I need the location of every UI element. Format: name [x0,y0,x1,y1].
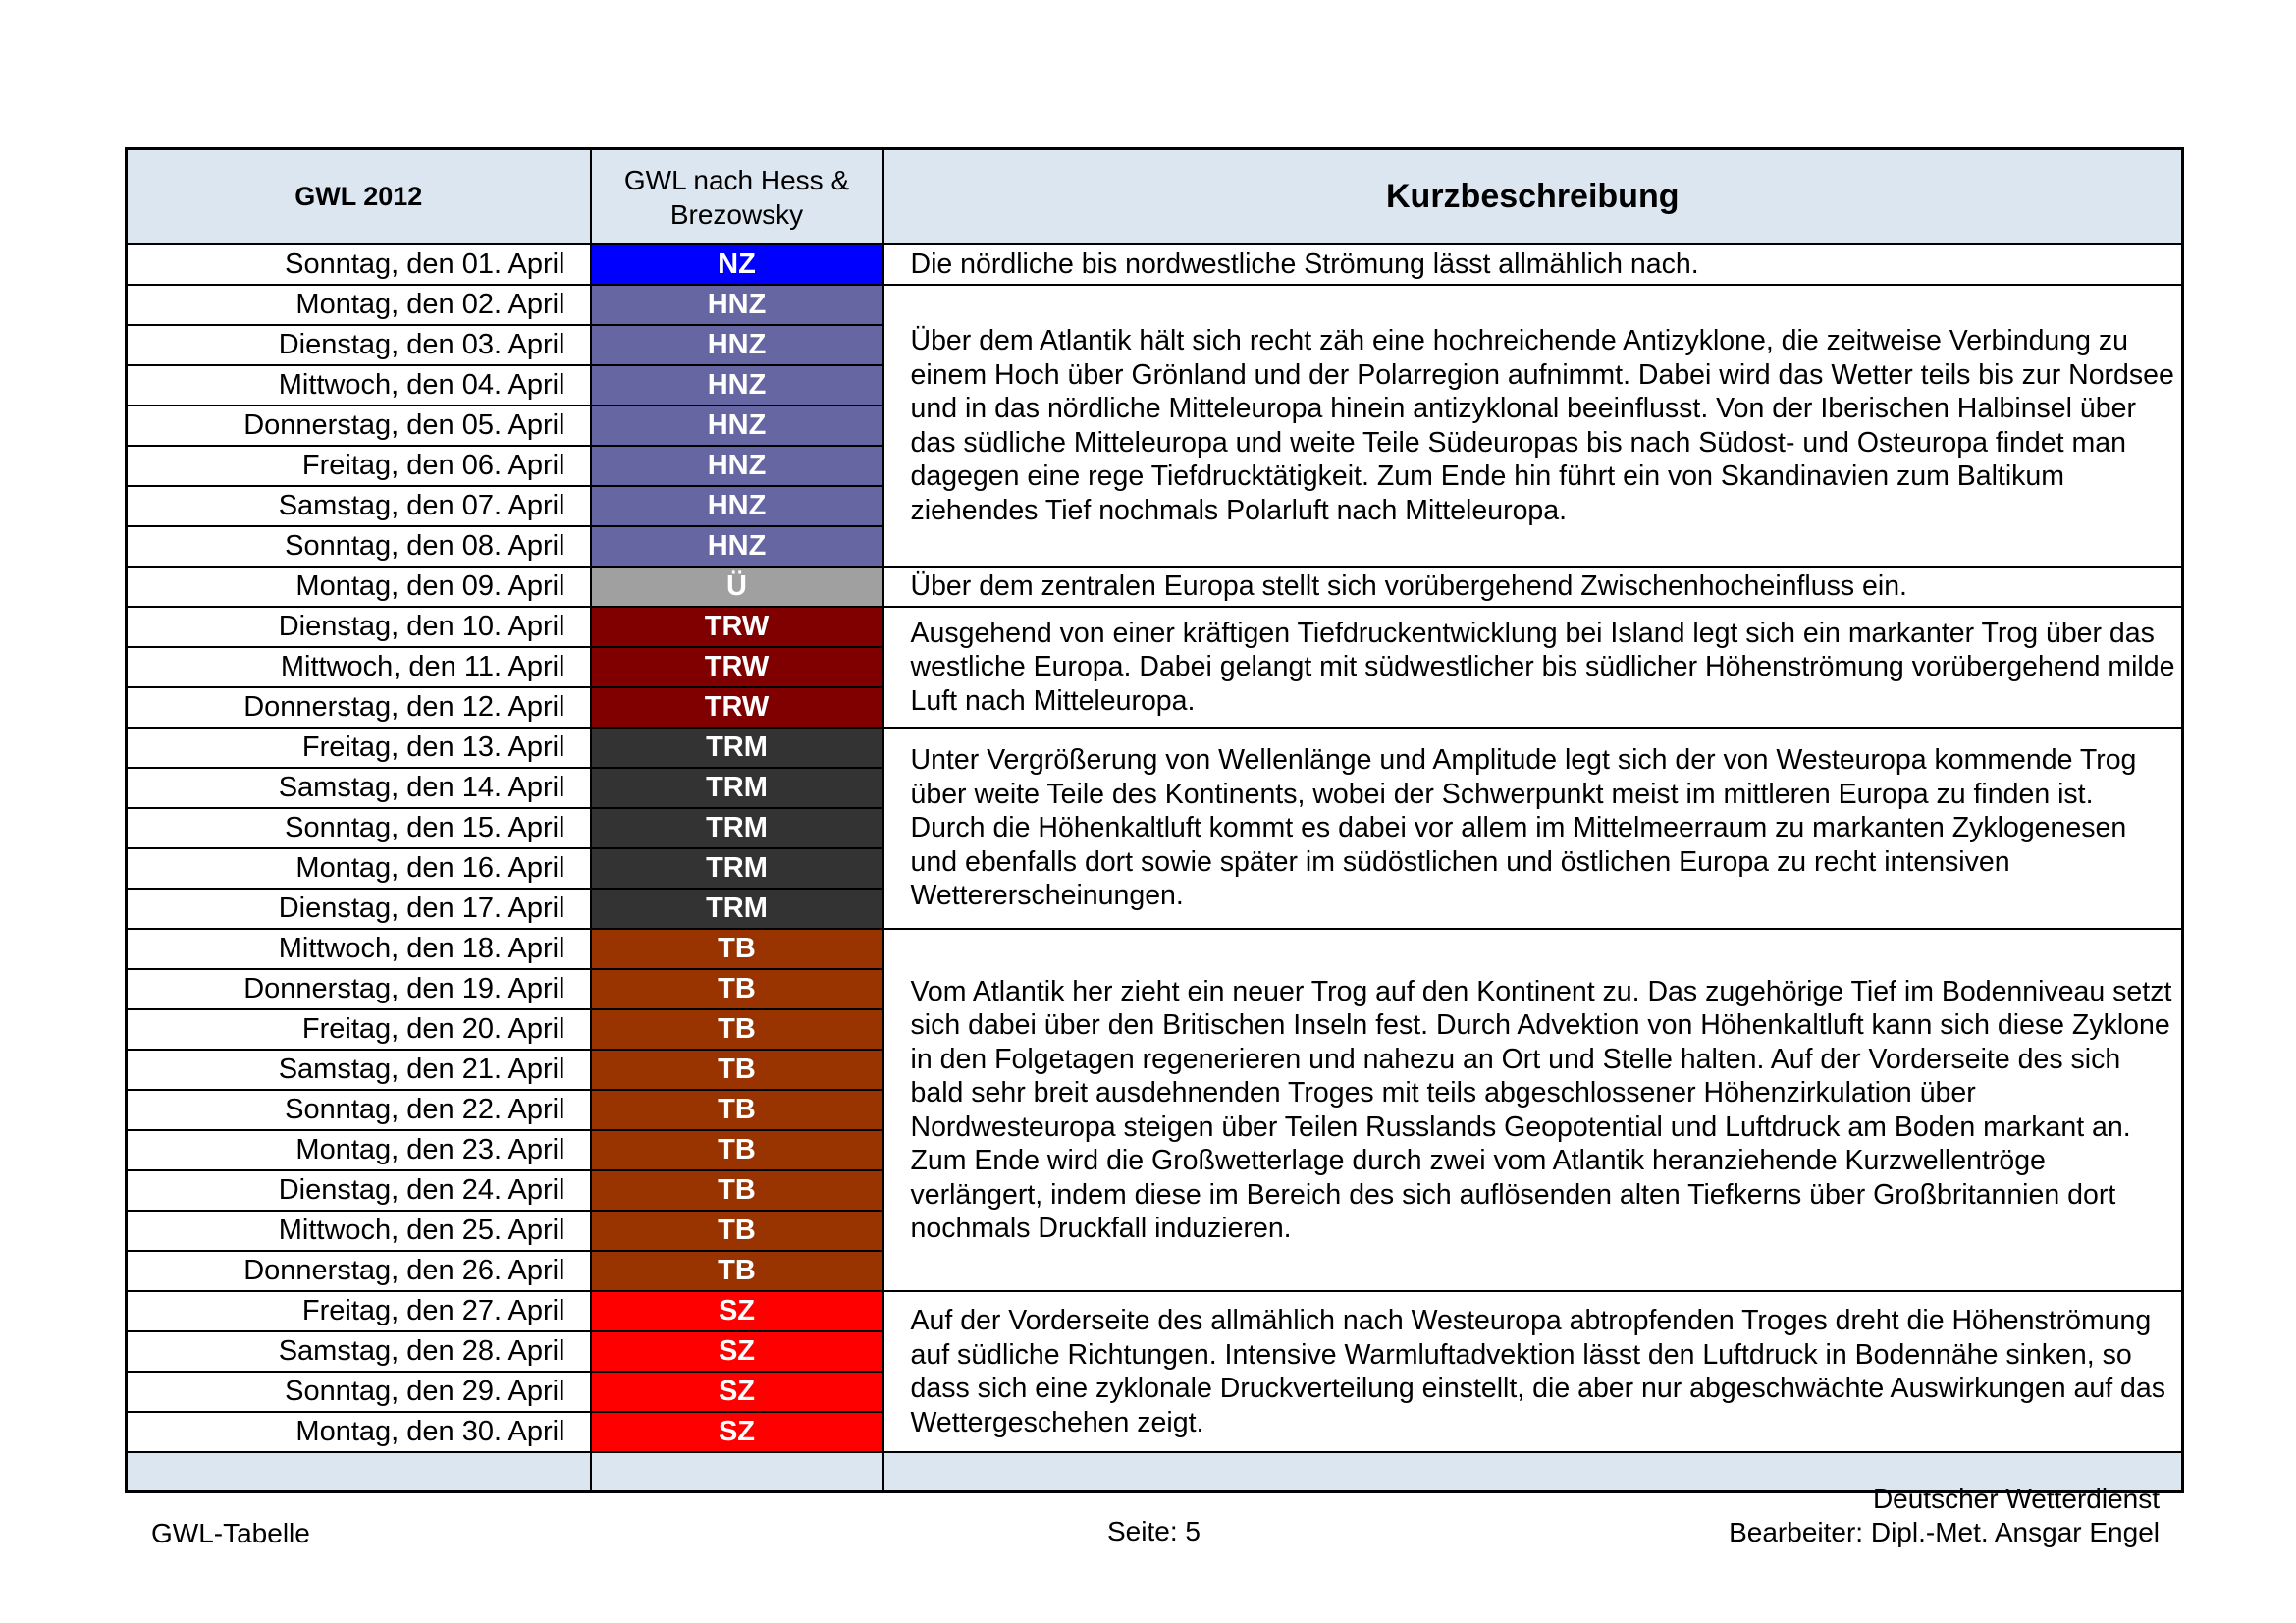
table-row [127,929,2183,969]
date-cell: Sonntag, den 29. April [127,1372,591,1412]
gwl-code-cell: SZ [591,1291,883,1331]
gwl-code-cell: HNZ [591,486,883,526]
description-cell: Unter Vergrößerung von Wellenlänge und Amplitude legt sich der von Westeuropa kommende Trog über weite Teile des Kontinents, wobei der Schwerpunkt meist im mittleren Europa zu finden ist. Durch die Höhenkaltluft kommt es dabei vor allem im Mittelmeerraum zu markanten Zyklogenesen und ebenfalls dort sowie später im südöstlichen und östlichen Europa zu recht intensiven Wettererscheinungen. [883,728,2183,929]
gwl-code-cell: HNZ [591,365,883,406]
gwl-code-cell: SZ [591,1331,883,1372]
date-cell: Sonntag, den 22. April [127,1090,591,1130]
date-cell: Dienstag, den 24. April [127,1170,591,1211]
gwl-code-cell: TB [591,1251,883,1291]
table-row [127,728,2183,768]
header-gwl-2012 [127,149,591,245]
header-gwl-2012-label: GWL 2012 [294,182,423,211]
table-row [127,285,2183,325]
gwl-code-cell: HNZ [591,446,883,486]
date-cell: Montag, den 30. April [127,1412,591,1452]
date-cell: Freitag, den 27. April [127,1291,591,1331]
date-cell: Sonntag, den 08. April [127,526,591,567]
date-cell: Dienstag, den 10. April [127,607,591,647]
gwl-code-cell: TB [591,929,883,969]
gwl-code-cell: HNZ [591,406,883,446]
table-row [127,1291,2183,1331]
date-cell: Montag, den 02. April [127,285,591,325]
date-cell: Samstag, den 21. April [127,1050,591,1090]
gwl-code-cell: HNZ [591,526,883,567]
date-cell: Dienstag, den 03. April [127,325,591,365]
gwl-code-cell: SZ [591,1412,883,1452]
date-cell: Donnerstag, den 05. April [127,406,591,446]
date-cell: Montag, den 16. April [127,848,591,889]
table-row [127,567,2183,607]
header-gwl-hess-label: GWL nach Hess & Brezowsky [623,164,850,230]
gwl-code-cell: TRM [591,728,883,768]
table-row [127,607,2183,647]
date-cell: Mittwoch, den 11. April [127,647,591,687]
gwl-code-cell: TRM [591,768,883,808]
date-cell: Donnerstag, den 26. April [127,1251,591,1291]
gwl-code-cell: TRM [591,848,883,889]
date-cell: Dienstag, den 17. April [127,889,591,929]
date-cell: Sonntag, den 01. April [127,244,591,285]
footer-organization: Deutscher Wetterdienst [1872,1484,2160,1514]
date-cell: Donnerstag, den 19. April [127,969,591,1009]
date-cell: Samstag, den 07. April [127,486,591,526]
footer-empty-cell [591,1452,883,1492]
description-cell: Über dem Atlantik hält sich recht zäh eine hochreichende Antizyklone, die zeitweise Verbindung zu einem Hoch über Grönland und der Polarregion aufnimmt. Dabei wird das Wetter teils bis zur Nordsee und in das nördliche Mitteleuropa hinein antizyklonal beeinflusst. Von der Iberischen Halbinsel über das südliche Mitteleuropa und weite Teile Südeuropas bis nach Südost- und Osteuropa findet man dagegen eine rege Tiefdrucktätigkeit. Zum Ende hin führt ein von Skandinavien zum Baltikum ziehendes Tief nochmals Polarluft nach Mitteleuropa. [883,285,2183,567]
date-cell: Freitag, den 06. April [127,446,591,486]
date-cell: Mittwoch, den 04. April [127,365,591,406]
description-cell: Die nördliche bis nordwestliche Strömung lässt allmählich nach. [883,244,2183,285]
header-kurzbeschreibung [883,149,2183,245]
description-cell: Ausgehend von einer kräftigen Tiefdruckentwicklung bei Island legt sich ein markanter Trog über das westliche Europa. Dabei gelangt mit südwestlicher bis südlicher Höhenströmung vorübergehend milde Luft nach Mitteleuropa. [883,607,2183,728]
date-cell: Mittwoch, den 18. April [127,929,591,969]
footer-page-number: Seite: 5 [1107,1516,1201,1546]
table-row [127,244,2183,285]
header-gwl-hess [591,149,883,245]
gwl-code-cell: Ü [591,567,883,607]
gwl-code-cell: TRW [591,647,883,687]
date-cell: Montag, den 23. April [127,1130,591,1170]
date-cell: Samstag, den 28. April [127,1331,591,1372]
gwl-code-cell: TRW [591,687,883,728]
date-cell: Freitag, den 20. April [127,1009,591,1050]
gwl-code-cell: TB [591,969,883,1009]
gwl-code-cell: TB [591,1211,883,1251]
gwl-code-cell: HNZ [591,325,883,365]
date-cell: Donnerstag, den 12. April [127,687,591,728]
header-kurzbeschreibung-label: Kurzbeschreibung [1386,178,1680,215]
gwl-code-cell: TB [591,1050,883,1090]
footer-empty-cell [127,1452,591,1492]
description-cell: Vom Atlantik her zieht ein neuer Trog auf den Kontinent zu. Das zugehörige Tief im Bodenniveau setzt sich dabei über den Britischen Inseln fest. Durch Advektion von Höhenkaltluft kann sich diese Zyklone in den Folgetagen regenerieren und nahezu an Ort und Stelle halten. Auf der Vorderseite des sich bald sehr breit ausdehnenden Troges mit teils abgeschlossener Höhenzirkulation über Nordwesteuropa steigen über Teilen Russlands Geopotential und Luftdruck am Boden markant an. Zum Ende wird die Großwetterlage durch zwei vom Atlantik heranziehende Kurzwellentröge verlängert, indem diese im Bereich des sich auflösenden alten Tiefkerns über Großbritannien dort nochmals Druckfall induzieren. [883,929,2183,1291]
gwl-code-cell: TB [591,1170,883,1211]
gwl-code-cell: TB [591,1130,883,1170]
description-cell: Über dem zentralen Europa stellt sich vorübergehend Zwischenhocheinfluss ein. [883,567,2183,607]
footer-document-name: GWL-Tabelle [151,1518,310,1548]
gwl-table [125,147,2184,1493]
date-cell: Mittwoch, den 25. April [127,1211,591,1251]
table-header-row [127,149,2183,245]
gwl-code-cell: TB [591,1009,883,1050]
gwl-code-cell: TRW [591,607,883,647]
gwl-code-cell: TRM [591,808,883,848]
date-cell: Samstag, den 14. April [127,768,591,808]
footer-author-block [1729,1483,2160,1549]
gwl-code-cell: NZ [591,244,883,285]
gwl-code-cell: SZ [591,1372,883,1412]
footer-author: Bearbeiter: Dipl.-Met. Ansgar Engel [1729,1517,2160,1547]
date-cell: Sonntag, den 15. April [127,808,591,848]
gwl-code-cell: TRM [591,889,883,929]
date-cell: Freitag, den 13. April [127,728,591,768]
gwl-code-cell: TB [591,1090,883,1130]
description-cell: Auf der Vorderseite des allmählich nach Westeuropa abtropfenden Troges dreht die Höhenströmung auf südliche Richtungen. Intensive Warmluftadvektion lässt den Luftdruck in Bodennähe sinken, so dass sich eine zyklonale Druckverteilung einstellt, die aber nur abgeschwächte Auswirkungen auf das Wettergeschehen zeigt. [883,1291,2183,1452]
date-cell: Montag, den 09. April [127,567,591,607]
gwl-code-cell: HNZ [591,285,883,325]
